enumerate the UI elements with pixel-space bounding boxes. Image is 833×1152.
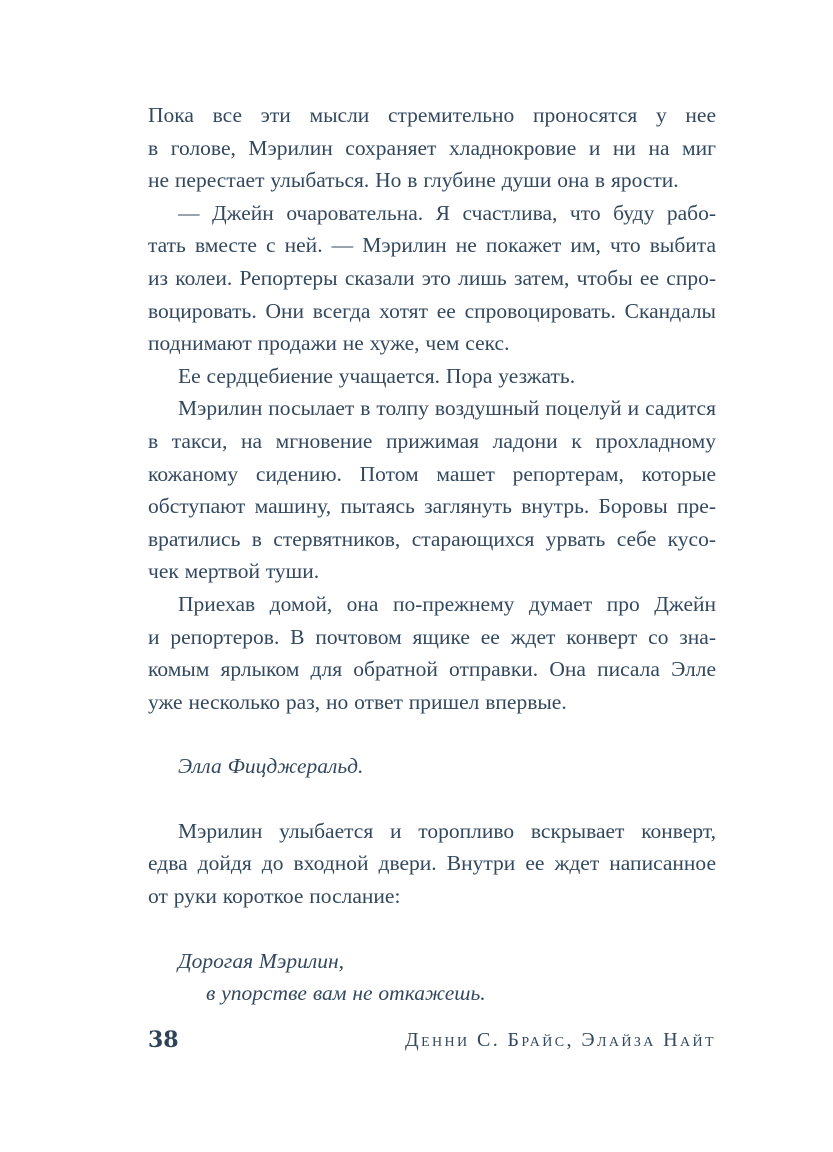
paragraph-2	[148, 197, 716, 360]
text-line: комым ярлыком для обратной отправки. Она писала Элле	[148, 657, 716, 682]
text-line: не перестает улыбаться. Но в глубине души она в ярости.	[148, 168, 679, 193]
text-line: Приехав домой, она по-прежнему думает про Джейн	[178, 591, 716, 616]
text-line: обступают машину, пытаясь заглянуть внутрь. Боровы пре-	[148, 494, 716, 519]
paragraph-1	[148, 99, 716, 197]
letter-line: в упорстве вам не откажешь.	[206, 981, 486, 1006]
letter-salutation: Дорогая Мэрилин,	[178, 948, 344, 973]
text-line: из колеи. Репортеры сказали это лишь затем, чтобы ее спро-	[148, 265, 716, 290]
paragraph-5	[148, 588, 716, 718]
text-line: в голове, Мэрилин сохраняет хладнокровие и ни на миг	[148, 135, 716, 160]
text-line: поднимают продажи не хуже, чем секс.	[148, 331, 510, 356]
text-line: тать вместе с ней. — Мэрилин не покажет им, что выбита	[148, 233, 716, 258]
text-line: в такси, на мгновение прижимая ладони к прохладному	[148, 428, 716, 453]
spacer	[148, 783, 716, 815]
text-line: вратились в стервятников, старающихся урвать себе кусо-	[148, 526, 716, 551]
book-page	[148, 0, 716, 1152]
text-line: Мэрилин улыбается и торопливо вскрывает конверт,	[178, 818, 716, 843]
spacer	[148, 913, 716, 945]
text-line: воцировать. Они всегда хотят ее спровоцировать. Скандалы	[148, 298, 716, 323]
text-line: Пока все эти мысли стремительно проносятся у нее	[148, 103, 716, 127]
page-number: 38	[148, 1027, 179, 1053]
text-line: Мэрилин посылает в толпу воздушный поцелуй и садится	[178, 396, 716, 421]
spacer	[148, 718, 716, 750]
text-line: — Джейн очаровательна. Я счастлива, что буду рабо-	[178, 200, 716, 225]
text-line: от руки короткое послание:	[148, 884, 401, 909]
paragraph-6	[148, 815, 716, 913]
sender-paragraph	[148, 750, 716, 783]
text-line: кожаному сидению. Потом машет репортерам, которые	[148, 461, 716, 486]
running-head: Денни С. Брайс, Элайза Найт	[405, 1029, 716, 1051]
text-line: Ее сердцебиение учащается. Пора уезжать.	[178, 363, 576, 388]
text-line: уже несколько раз, но ответ пришел впервые.	[148, 689, 567, 714]
paragraph-4	[148, 392, 716, 588]
text-line: чек мертвой туши.	[148, 559, 320, 584]
text-line: и репортеров. В почтовом ящике ее ждет конверт со зна-	[148, 624, 716, 649]
page-footer	[148, 1022, 716, 1058]
letter-excerpt	[148, 945, 716, 1010]
page-body	[148, 99, 716, 1010]
text-line: едва дойдя до входной двери. Внутри ее ждет написанное	[148, 851, 716, 876]
paragraph-3	[148, 360, 716, 393]
sender-label: Элла Фицджеральд.	[178, 754, 364, 779]
